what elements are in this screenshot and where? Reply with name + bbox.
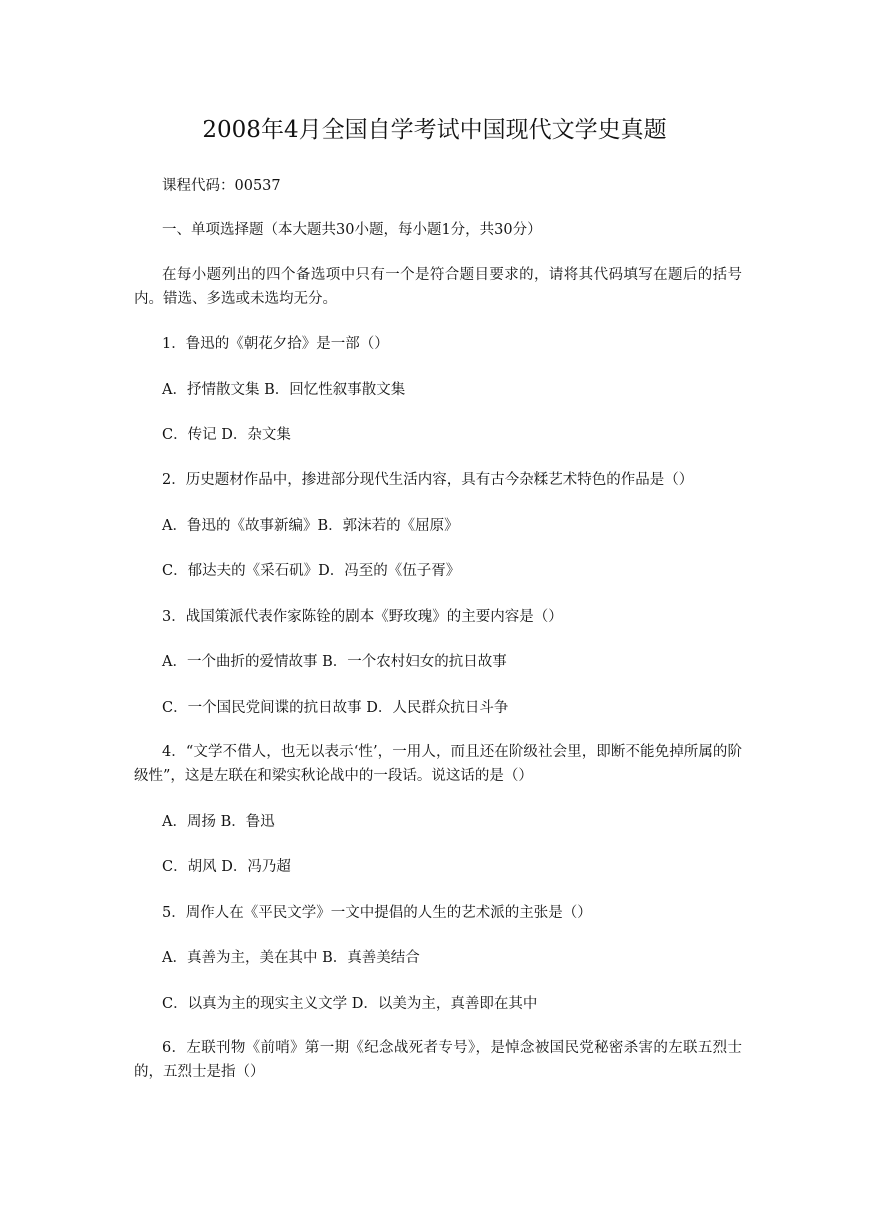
question-1-options-cd: C．传记 D．杂文集 [162, 427, 291, 443]
question-3-options-cd: C．一个国民党间谍的抗日故事 D．人民群众抗日斗争 [162, 700, 509, 716]
question-2-options-ab: A．鲁迅的《故事新编》B．郭沫若的《屈原》 [162, 518, 459, 534]
instructions-paragraph: 在每小题列出的四个备选项中只有一个是符合题目要求的，请将其代码填写在题后的括号内。错选、多选或未选均无分。 [134, 267, 742, 307]
question-1-options-ab: A．抒情散文集 B．回忆性叙事散文集 [162, 382, 406, 398]
question-4-options-cd: C．胡风 D．冯乃超 [162, 859, 291, 875]
question-2-stem: 2．历史题材作品中，掺进部分现代生活内容，具有古今杂糅艺术特色的作品是（） [162, 472, 694, 488]
question-4-options-ab: A．周扬 B．鲁迅 [162, 814, 275, 830]
question-5-stem: 5．周作人在《平民文学》一文中提倡的人生的艺术派的主张是（） [162, 905, 592, 921]
question-6-stem: 6．左联刊物《前哨》第一期《纪念战死者专号》，是悼念被国民党秘密杀害的左联五烈士的，五烈士是指（） [134, 1040, 742, 1080]
page-title: 2008年4月全国自学考试中国现代文学史真题 [202, 117, 667, 143]
question-5-options-ab: A．真善为主，美在其中 B．真善美结合 [162, 950, 420, 966]
section-heading: 一、单项选择题（本大题共30小题，每小题1分，共30分） [162, 222, 542, 238]
question-2-options-cd: C．郁达夫的《采石矶》D．冯至的《伍子胥》 [162, 563, 461, 579]
question-1-stem: 1．鲁迅的《朝花夕拾》是一部（） [162, 336, 389, 352]
question-3-stem: 3．战国策派代表作家陈铨的剧本《野玫瑰》的主要内容是（） [162, 609, 563, 625]
course-code: 课程代码：00537 [162, 178, 281, 194]
question-3-options-ab: A．一个曲折的爱情故事 B．一个农村妇女的抗日故事 [162, 654, 507, 670]
question-4-stem: 4．“文学不借人，也无以表示‘性’，一用人，而且还在阶级社会里，即断不能免掉所属的阶级性”，这是左联在和梁实秋论战中的一段话。说这话的是（） [134, 744, 742, 784]
question-5-options-cd: C．以真为主的现实主义文学 D．以美为主，真善即在其中 [162, 996, 538, 1012]
